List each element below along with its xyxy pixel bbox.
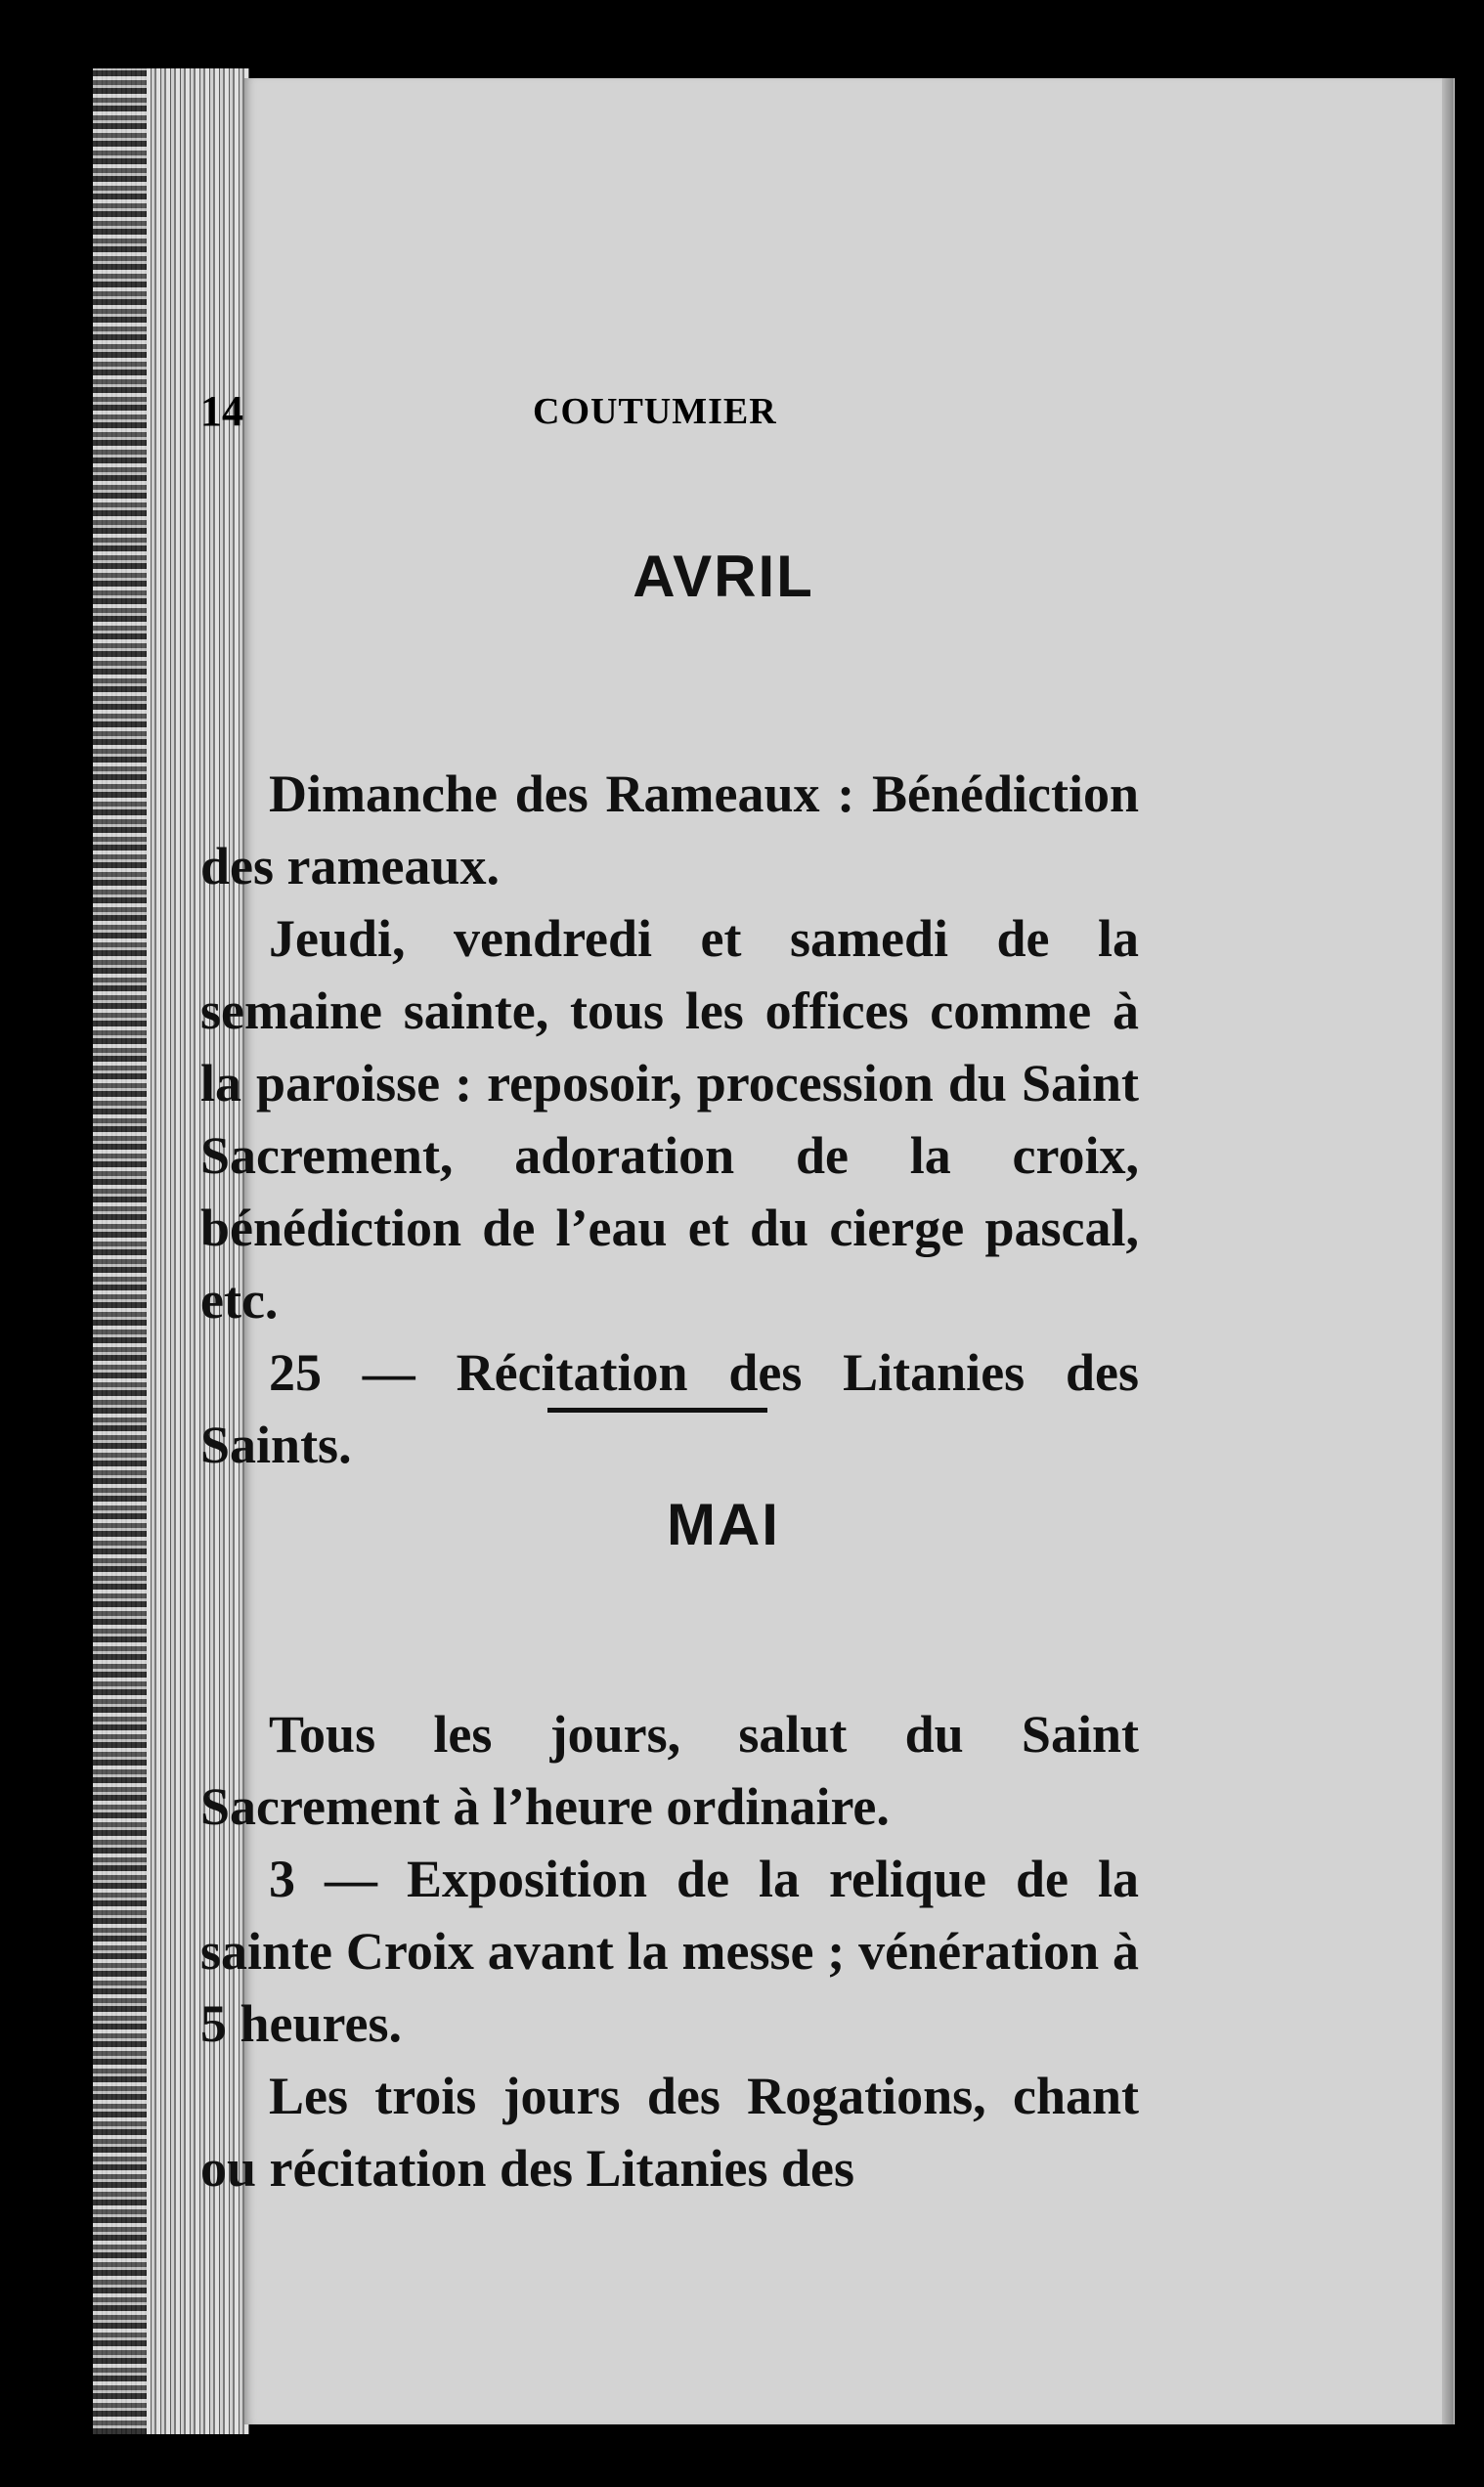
paragraph: 3 — Exposition de la relique de la sainte Croix avant la messe ; vénération à 5 heures. <box>200 1850 1139 2053</box>
running-head <box>200 386 1139 445</box>
paragraph: Jeudi, vendredi et samedi de la semaine sainte, tous les offices comme à la paroisse : reposoir, procession du Saint Sacrement, adoration de la croix, bénédiction de l’eau et du cierge pascal, etc. <box>200 909 1139 1330</box>
paragraph: Tous les jours, salut du Saint Sacrement à l’heure ordinaire. <box>200 1705 1139 1836</box>
section-mai-body <box>200 1698 1139 2204</box>
section-divider <box>547 1408 767 1413</box>
paragraph: Les trois jours des Rogations, chant ou récitation des Litanies des <box>200 2067 1139 2198</box>
paragraph: 25 — Récitation des Litanies des Saints. <box>200 1343 1139 1474</box>
section-title-mai: MAI <box>667 1492 780 1557</box>
paragraph: Dimanche des Rameaux : Bénédiction des rameaux. <box>200 764 1139 895</box>
page-right-edge <box>1442 78 1454 2424</box>
section-title-avril: AVRIL <box>633 544 814 609</box>
running-title: COUTUMIER <box>533 391 777 432</box>
section-avril-body <box>200 758 1139 1481</box>
page-number: 14 <box>200 387 243 435</box>
